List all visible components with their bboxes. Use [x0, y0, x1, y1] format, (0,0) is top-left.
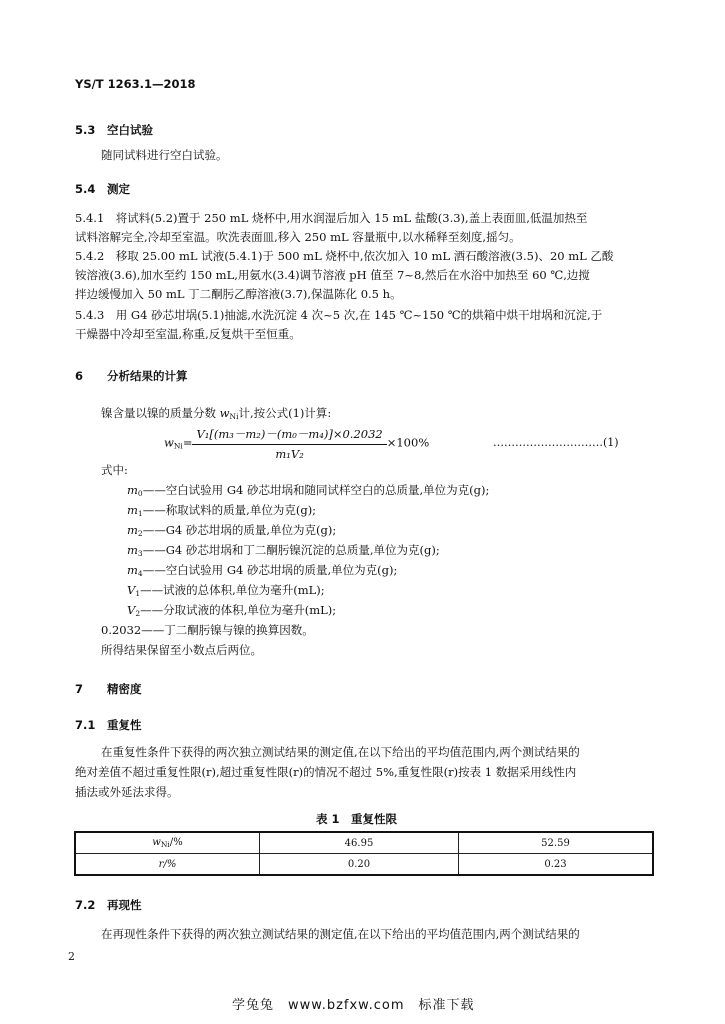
def-subscript: 1 — [135, 589, 141, 598]
def-subscript: 3 — [137, 549, 143, 558]
formula-lhs-subscript: Ni — [173, 441, 183, 451]
section-5-3-text: 随同试料进行空白试验。 — [101, 148, 228, 162]
para-7-2-line1: 在再现性条件下获得的两次独立测试结果的测定值,在以下给出的平均值范围内,两个测试结果的 — [101, 927, 580, 941]
table-cell: 46.95 — [260, 832, 459, 854]
def-description: ——空白试验用 G4 砂芯坩埚的质量,单位为克(g); — [142, 563, 398, 577]
def-symbol: m — [127, 483, 138, 497]
table-cell: 0.23 — [459, 854, 654, 876]
row-label-wni — [75, 832, 260, 854]
def-subscript: 1 — [137, 509, 143, 518]
table-cell: 52.59 — [459, 832, 654, 854]
para-5-4-3-line2: 干燥器中冷却至室温,称重,反复烘干至恒重。 — [75, 327, 301, 341]
definition-m4 — [127, 561, 397, 583]
section-7-2-heading — [75, 897, 142, 913]
def-subscript: 2 — [137, 529, 143, 538]
formula-numerator: V₁[(m₃－m₂)－(m₀－m₄)]×0.2032 — [192, 426, 386, 445]
formula-number: …………………………(1) — [493, 436, 619, 449]
section-7-heading — [75, 681, 142, 697]
def-symbol: V — [127, 583, 136, 597]
def-symbol: m — [127, 543, 138, 557]
section-number: 5.4 — [75, 182, 96, 196]
table-cell: 0.20 — [260, 854, 459, 876]
def-description: ——G4 砂芯坩埚和丁二酮肟镍沉淀的总质量,单位为克(g); — [142, 543, 440, 557]
para-5-4-3-line1: 5.4.3 用 G4 砂芯坩埚(5.1)抽滤,水洗沉淀 4 次~5 次,在 145 ℃~150 ℃的烘箱中烘干坩埚和沉淀,于 — [75, 308, 603, 322]
definition-m0 — [127, 481, 489, 503]
where-label: 式中: — [101, 463, 128, 477]
para-7-1-line3: 插法或外延法求得。 — [75, 785, 179, 799]
formula-1 — [164, 426, 429, 461]
standard-code: YS/T 1263.1—2018 — [75, 77, 196, 91]
para-5-4-2-line3: 拌边缓慢加入 50 mL 丁二酮肟乙醇溶液(3.7),保温陈化 0.5 h。 — [75, 287, 402, 301]
row-label-r: r/% — [75, 854, 260, 876]
def-description: ——空白试验用 G4 砂芯坩埚和随同试样空白的总质量,单位为克(g); — [142, 483, 490, 497]
def-description: ——G4 砂芯坩埚的质量,单位为克(g); — [142, 523, 337, 537]
def-symbol: m — [127, 503, 138, 517]
para-5-4-2-line2: 铵溶液(3.6),加水至约 150 mL,用氨水(3.4)调节溶液 pH 值至 7~8,然后在水浴中加热至 60 ℃,边搅 — [75, 268, 590, 282]
rounding-note: 所得结果保留至小数点后两位。 — [101, 643, 262, 657]
def-symbol: m — [127, 523, 138, 537]
section-5-3-heading — [75, 122, 153, 138]
def-description: ——试液的总体积,单位为毫升(mL); — [140, 583, 325, 597]
definition-v1 — [127, 581, 325, 603]
footer-watermark: 学兔兔 www.bzfxw.com 标准下载 — [232, 998, 475, 1013]
section-7-1-heading — [75, 717, 142, 733]
section-title: 分析结果的计算 — [107, 369, 188, 383]
intro-text-a: 镍含量以镍的质量分数 — [101, 406, 220, 420]
section-title: 测定 — [107, 182, 130, 196]
formula-tail: ×100% — [386, 435, 430, 450]
section-title: 精密度 — [107, 682, 142, 696]
section-number: 7.2 — [75, 898, 96, 912]
def-description: ——分取试液的体积,单位为毫升(mL); — [140, 603, 337, 617]
label-subscript: Ni — [160, 840, 170, 849]
section-6-heading — [75, 368, 188, 384]
section-6-intro — [101, 404, 331, 426]
def-subscript: 0 — [137, 489, 143, 498]
para-5-4-1-line2: 试料溶解完全,冷却至室温。吹洗表面皿,移入 250 mL 容量瓶中,以水稀释至刻度,摇匀。 — [75, 230, 521, 244]
section-number: 5.3 — [75, 123, 96, 137]
intro-subscript: Ni — [229, 412, 239, 421]
definition-v2 — [127, 601, 336, 623]
intro-variable: w — [219, 406, 230, 420]
section-5-4-heading — [75, 181, 130, 197]
section-number: 6 — [75, 369, 84, 383]
definition-m1 — [127, 501, 316, 523]
para-5-4-1-line1: 5.4.1 将试料(5.2)置于 250 mL 烧杯中,用水润湿后加入 15 mL 盐酸(3.3),盖上表面皿,低温加热至 — [75, 211, 588, 225]
repeatability-table — [74, 831, 654, 876]
section-title: 再现性 — [107, 898, 142, 912]
formula-denominator: m₁V₂ — [275, 447, 304, 461]
table-row — [75, 832, 653, 854]
section-number: 7 — [75, 682, 84, 696]
section-title: 空白试验 — [107, 123, 153, 137]
def-subscript: 4 — [137, 569, 143, 578]
def-subscript: 2 — [135, 609, 141, 618]
definition-m2 — [127, 521, 336, 543]
formula-fraction — [192, 426, 386, 461]
formula-equals: = — [182, 435, 193, 450]
section-title: 重复性 — [107, 718, 142, 732]
section-number: 7.1 — [75, 718, 96, 732]
def-symbol: V — [127, 603, 136, 617]
table-row — [75, 854, 653, 876]
def-symbol: m — [127, 563, 138, 577]
para-7-1-line1: 在重复性条件下获得的两次独立测试结果的测定值,在以下给出的平均值范围内,两个测试结果的 — [101, 745, 580, 759]
para-5-4-2-line1: 5.4.2 移取 25.00 mL 试液(5.4.1)于 500 mL 烧杯中,依次加入 10 mL 酒石酸溶液(3.5)、20 mL 乙酸 — [75, 249, 614, 263]
label-unit: /% — [169, 837, 183, 848]
intro-text-b: 计,按公式(1)计算: — [238, 406, 332, 420]
label-variable: w — [152, 837, 161, 848]
def-description: ——称取试料的质量,单位为克(g); — [142, 503, 317, 517]
formula-lhs: w — [164, 435, 174, 450]
page-number: 2 — [68, 950, 75, 963]
definition-m3 — [127, 541, 440, 563]
table-1-title: 表 1 重复性限 — [316, 812, 398, 826]
para-7-1-line2: 绝对差值不超过重复性限(r),超过重复性限(r)的情况不超过 5%,重复性限(r)按表 1 数据采用线性内 — [75, 765, 577, 779]
definition-factor: 0.2032——丁二酮肟镍与镍的换算因数。 — [101, 623, 314, 637]
